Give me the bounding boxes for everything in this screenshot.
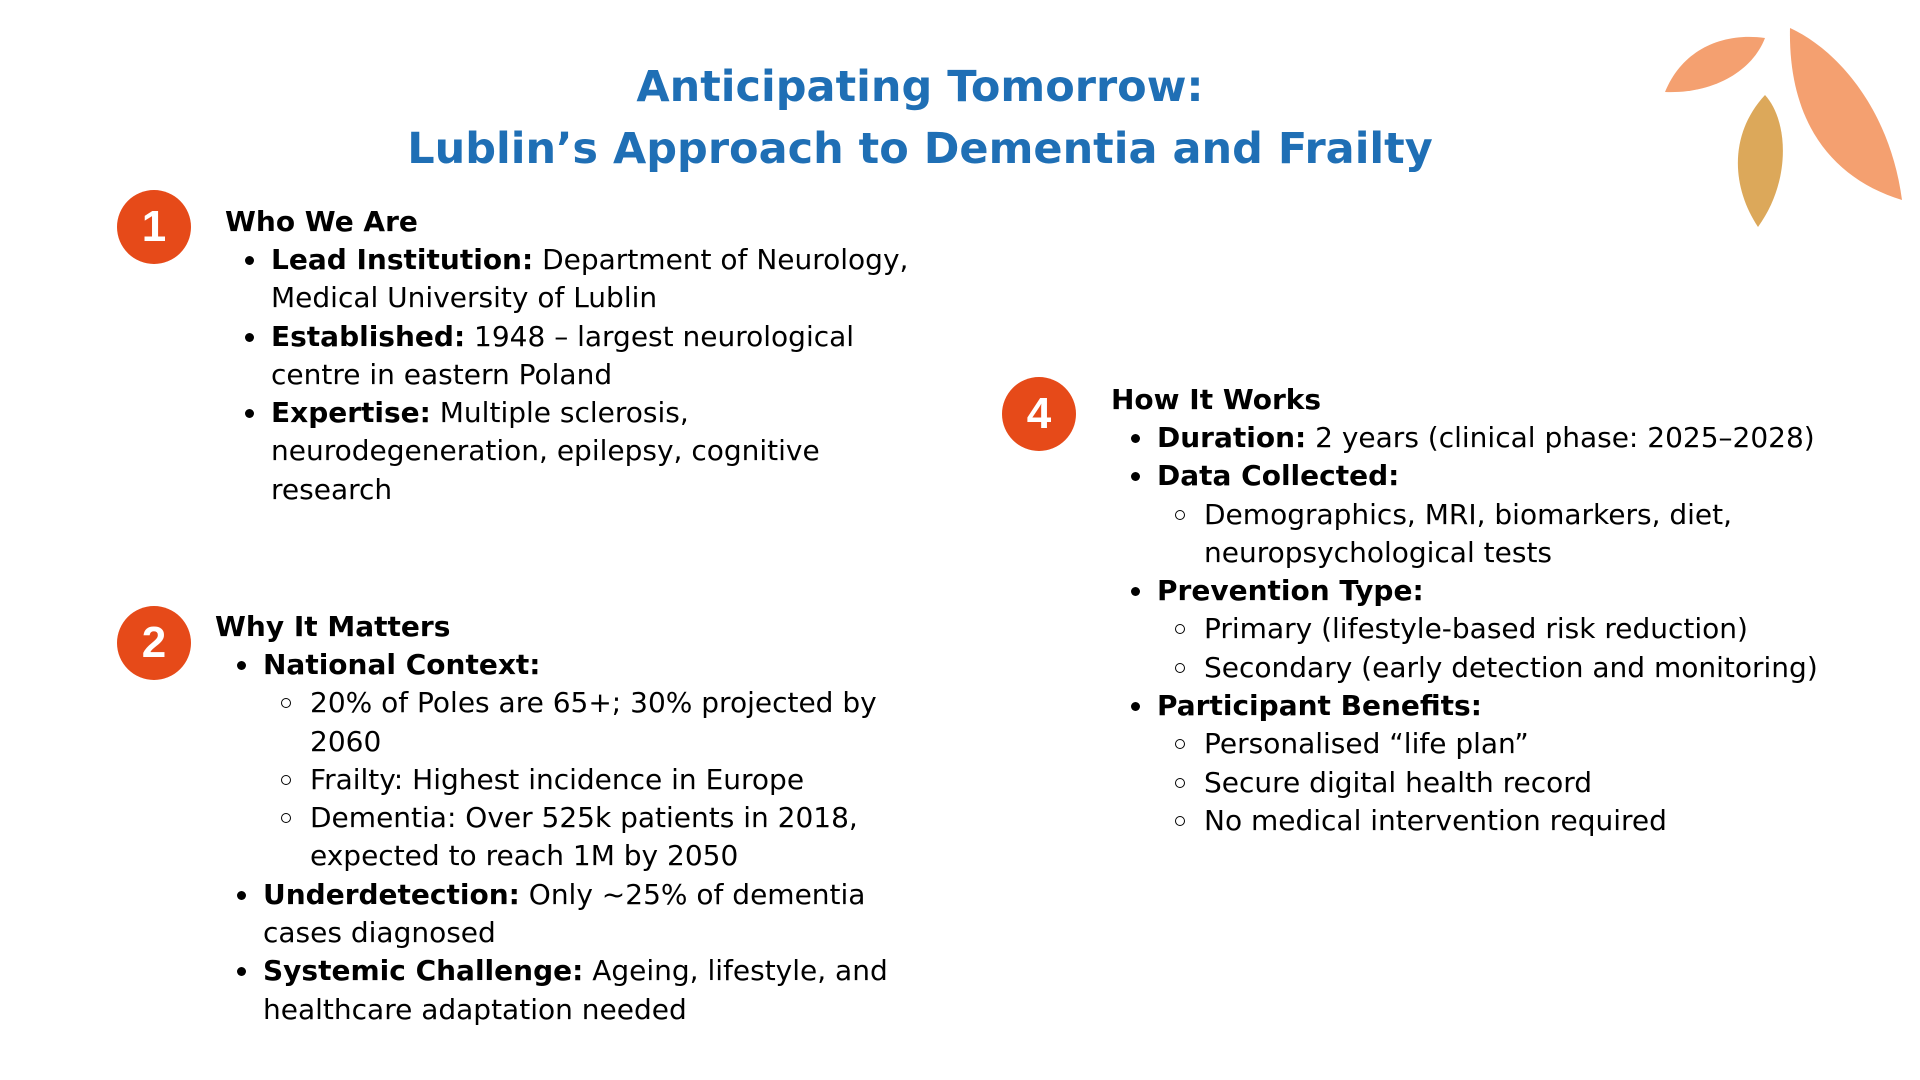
- section-number-badge-2: 2: [117, 606, 191, 680]
- sub-list-item: Secondary (early detection and monitoring): [1157, 649, 1911, 687]
- list-item: [231, 241, 945, 318]
- leaf-right-icon: [1790, 28, 1902, 200]
- list-item: [1117, 687, 1911, 840]
- section-why-it-matters: [215, 608, 925, 1029]
- item-text: Department of Neurology, Medical University of Lublin: [271, 243, 909, 315]
- sub-list-item: No medical intervention required: [1157, 802, 1911, 840]
- item-label: Participant Benefits:: [1157, 689, 1482, 723]
- section-heading: How It Works: [1111, 383, 1322, 416]
- list-item: [223, 646, 925, 876]
- sub-list-item: Personalised “life plan”: [1157, 725, 1911, 763]
- section-heading: Why It Matters: [215, 610, 451, 643]
- list-item: [1117, 572, 1911, 687]
- item-text: Ageing, lifestyle, and healthcare adaptation needed: [263, 954, 888, 1026]
- list-item: [1117, 457, 1911, 572]
- title-line-2: Lublin’s Approach to Dementia and Frailty: [407, 124, 1433, 174]
- section-how-it-works: [1111, 381, 1911, 840]
- item-text: 2 years (clinical phase: 2025–2028): [1306, 421, 1815, 454]
- list-item: [231, 394, 945, 509]
- section-number-badge-1: 1: [117, 190, 191, 264]
- section-number-badge-4: 4: [1002, 377, 1076, 451]
- item-label: Underdetection:: [263, 877, 520, 911]
- section-heading: Who We Are: [225, 205, 418, 238]
- item-label: Systemic Challenge:: [263, 954, 584, 988]
- sub-list-item: Secure digital health record: [1157, 764, 1911, 802]
- leaf-middle-icon: [1738, 95, 1783, 227]
- sub-list-item: 20% of Poles are 65+; 30% projected by 2060: [263, 684, 925, 761]
- list-item: [1117, 419, 1911, 457]
- leaf-top-icon: [1665, 37, 1765, 92]
- item-label: Prevention Type:: [1157, 574, 1424, 608]
- section-who-we-are: [225, 203, 945, 509]
- item-label: Expertise:: [271, 396, 431, 430]
- item-label: Established:: [271, 319, 466, 353]
- sub-list-item: Demographics, MRI, biomarkers, diet, neuropsychological tests: [1157, 496, 1764, 573]
- item-label: Data Collected:: [1157, 459, 1400, 493]
- item-label: Lead Institution:: [271, 243, 534, 276]
- title-line-1: Anticipating Tomorrow:: [636, 62, 1204, 112]
- list-item: [223, 876, 903, 953]
- item-text: Only ~25% of dementia cases diagnosed: [263, 877, 866, 950]
- item-text: Multiple sclerosis, neurodegeneration, epilepsy, cognitive research: [271, 396, 820, 506]
- item-text: 1948 – largest neurological centre in eastern Poland: [271, 319, 855, 391]
- item-label: National Context:: [263, 648, 541, 681]
- list-item: [223, 952, 903, 1029]
- list-item: [231, 318, 945, 395]
- item-label: Duration:: [1157, 421, 1307, 454]
- leaf-cluster-icon: [1660, 20, 1920, 230]
- sub-list-item: Frailty: Highest incidence in Europe: [263, 761, 925, 799]
- sub-list-item: Dementia: Over 525k patients in 2018, expected to reach 1M by 2050: [263, 799, 870, 876]
- sub-list-item: Primary (lifestyle-based risk reduction): [1157, 610, 1911, 648]
